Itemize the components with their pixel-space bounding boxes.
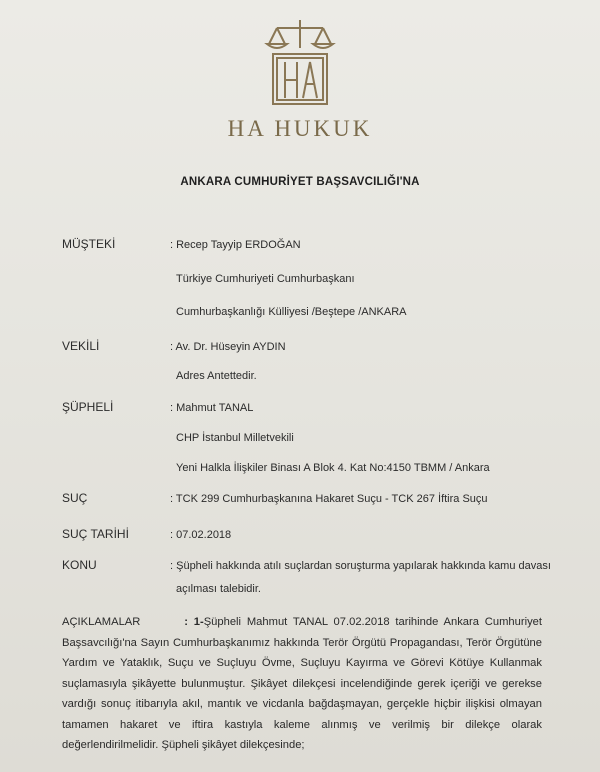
suc-tarihi-label: SUÇ TARİHİ — [62, 527, 129, 541]
konu-value-cont: açılması talebidir. — [176, 583, 261, 595]
vekili-label: VEKİLİ — [62, 339, 100, 353]
musteki-name: : Recep Tayyip ERDOĞAN — [170, 239, 301, 251]
document-heading: ANKARA CUMHURİYET BAŞSAVCILIĞI'NA — [180, 176, 420, 188]
aciklamalar-label: AÇIKLAMALAR — [62, 616, 141, 628]
firm-name: HA HUKUK — [227, 116, 373, 141]
justice-scales-logo-icon — [255, 18, 345, 113]
musteki-label: MÜŞTEKİ — [62, 237, 116, 251]
supheli-name: : Mahmut TANAL — [170, 402, 254, 414]
konu-value: : Şüpheli hakkında atılı suçlardan soruşturma yapılarak hakkında kamu davası — [170, 560, 551, 572]
suc-label: SUÇ — [62, 491, 88, 505]
supheli-title: CHP İstanbul Milletvekili — [176, 432, 294, 444]
aciklamalar-text: Şüpheli Mahmut TANAL 07.02.2018 tarihinde Ankara Cumhuriyet Başsavcılığı'na Sayın Cumhurbaşkanımız hakkında Terör Örgütü Propagandası, Terör Örgütüne Yardım ve Yataklık, Suçu ve Suçluyu Övme, Suçluyu Kayırma ve Görevi Kötüye Kullanmak suçlamasıyla şikâyette bulunmuştur. Şikâyet dilekçesi incelendiğinde gerek içeriği ve gerekse vardığı sonuç itibarıyla akıl, mantık ve vicdanla bağdaşmayan, gerçekle hiçbir ilişkisi olmayan tamamen hakaret ve iftira kastıyla kaleme alınmış ve verilmiş bir dilekçe olarak değerlendirilmelidir. Şüpheli şikâyet dilekçesinde; — [62, 616, 543, 751]
supheli-address: Yeni Halkla İlişkiler Binası A Blok 4. Kat No:4150 TBMM / Ankara — [176, 462, 490, 474]
aciklamalar-number: : 1- — [184, 616, 204, 628]
musteki-address: Cumhurbaşkanlığı Külliyesi /Beştepe /ANKARA — [176, 306, 407, 318]
vekili-name: : Av. Dr. Hüseyin AYDIN — [170, 341, 286, 353]
konu-label: KONU — [62, 558, 97, 572]
musteki-title: Türkiye Cumhuriyeti Cumhurbaşkanı — [176, 273, 355, 285]
vekili-address: Adres Antettedir. — [176, 370, 257, 382]
supheli-label: ŞÜPHELİ — [62, 400, 114, 414]
aciklamalar-paragraph — [62, 612, 542, 756]
firm-logo — [0, 18, 600, 113]
suc-value: : TCK 299 Cumhurbaşkanına Hakaret Suçu - TCK 267 İftira Suçu — [170, 493, 488, 505]
suc-tarihi-value: : 07.02.2018 — [170, 529, 232, 541]
